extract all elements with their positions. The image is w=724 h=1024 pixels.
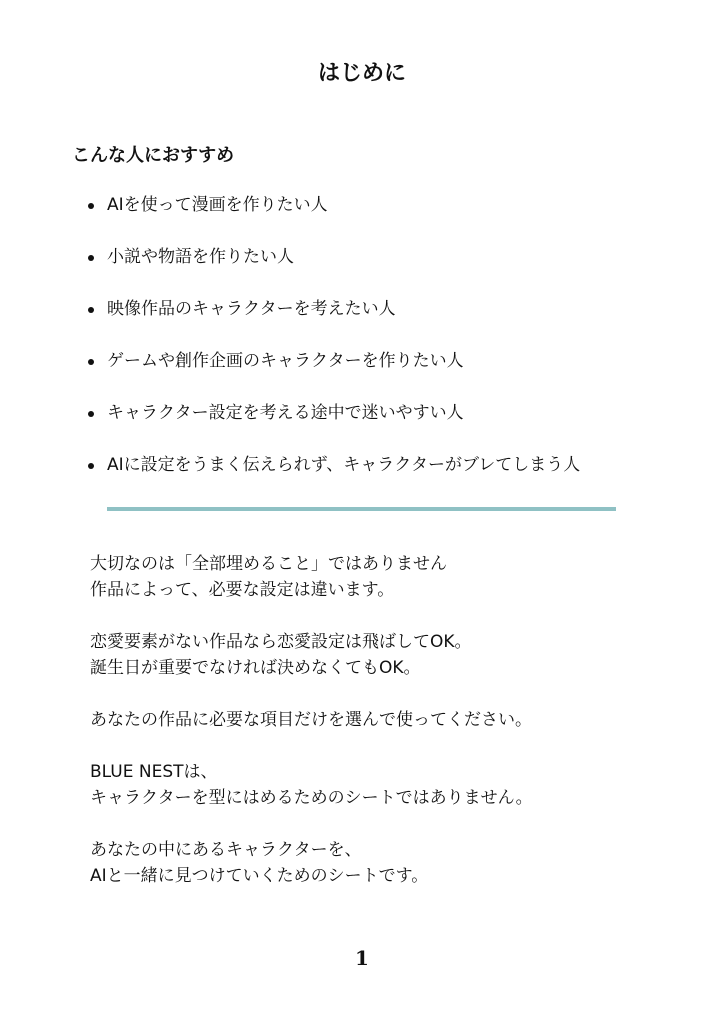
list-item — [88, 400, 708, 426]
list-item — [88, 192, 708, 218]
paragraph-line: 恋愛要素がない作品なら恋愛設定は飛ばしてOK。 — [90, 632, 472, 652]
paragraph — [90, 629, 700, 681]
list-item — [88, 348, 708, 374]
list-item-text: ゲームや創作企画のキャラクターを作りたい人 — [107, 351, 464, 371]
paragraph-line: 誕生日が重要でなければ決めなくてもOK。 — [90, 658, 421, 678]
list-item — [88, 452, 708, 478]
bullet-icon — [88, 359, 94, 365]
page-title: はじめに — [317, 61, 406, 86]
list-item-text: キャラクター設定を考える途中で迷いやすい人 — [107, 403, 464, 423]
list-item-text: AIに設定をうまく伝えられず、キャラクターがブレてしまう人 — [107, 455, 581, 475]
paragraph-line: BLUE NESTは、 — [90, 762, 218, 782]
list-item-text: AIを使って漫画を作りたい人 — [107, 195, 328, 215]
divider — [107, 507, 616, 511]
paragraph-line: 作品によって、必要な設定は違います。 — [90, 580, 395, 600]
bullet-icon — [88, 307, 94, 313]
paragraph-line: AIと一緒に見つけていくためのシートです。 — [90, 866, 429, 886]
paragraph-line: あなたの作品に必要な項目だけを選んで使ってください。 — [90, 710, 532, 730]
paragraph — [90, 759, 700, 811]
bullet-icon — [88, 411, 94, 417]
bullet-icon — [88, 463, 94, 469]
bullet-icon — [88, 203, 94, 209]
list-item-text: 小説や物語を作りたい人 — [107, 247, 294, 267]
paragraph-line: あなたの中にあるキャラクターを、 — [90, 840, 362, 860]
list-item-text: 映像作品のキャラクターを考えたい人 — [107, 299, 396, 319]
paragraph — [90, 837, 700, 889]
body-text — [90, 551, 700, 915]
paragraph-line: 大切なのは「全部埋めること」ではありません — [90, 554, 447, 574]
paragraph-line: キャラクターを型にはめるためのシートではありません。 — [90, 788, 533, 808]
paragraph — [90, 707, 700, 733]
list-item — [88, 244, 708, 270]
recommend-list — [88, 192, 708, 504]
page-number: 1 — [355, 946, 369, 970]
section-heading: こんな人におすすめ — [72, 145, 235, 166]
bullet-icon — [88, 255, 94, 261]
paragraph — [90, 551, 700, 603]
list-item — [88, 296, 708, 322]
